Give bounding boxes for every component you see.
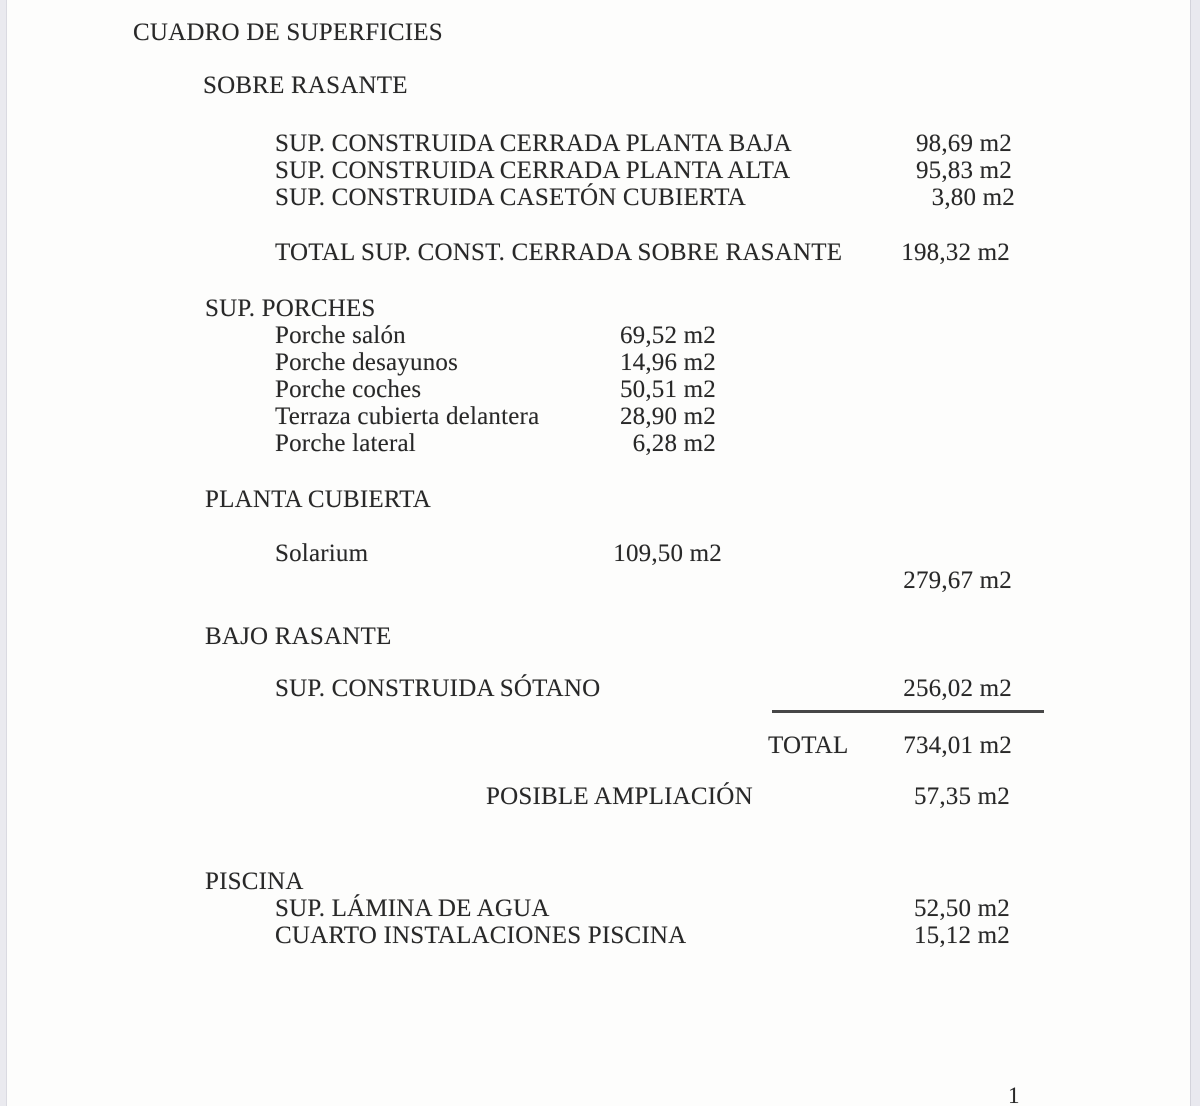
row-value: 14,96 m2 — [619, 349, 716, 376]
row-value: 98,69 m2 — [915, 130, 1012, 157]
row-label: Terraza cubierta delantera — [275, 403, 540, 430]
row-value: 15,12 m2 — [913, 922, 1010, 949]
row-label: SUP. CONSTRUIDA CASETÓN CUBIERTA — [275, 184, 747, 211]
row-value: 69,52 m2 — [619, 322, 716, 349]
row-label: SUP. CONSTRUIDA CERRADA PLANTA ALTA — [275, 157, 791, 184]
row-value: 50,51 m2 — [619, 376, 716, 403]
row-value: 3,80 m2 — [931, 184, 1015, 211]
row-label: SUP. LÁMINA DE AGUA — [275, 895, 550, 922]
row-label: Porche salón — [275, 322, 406, 349]
section-heading-planta-cubierta: PLANTA CUBIERTA — [205, 486, 431, 513]
row-value: 109,50 m2 — [613, 540, 722, 567]
row-label: SUP. CONSTRUIDA CERRADA PLANTA BAJA — [275, 130, 792, 157]
row-value: 28,90 m2 — [619, 403, 716, 430]
subtotal-value: 279,67 m2 — [903, 567, 1012, 594]
row-value: 95,83 m2 — [915, 157, 1012, 184]
row-value: 256,02 m2 — [903, 675, 1012, 702]
expansion-value: 57,35 m2 — [913, 783, 1010, 810]
document-title: CUADRO DE SUPERFICIES — [133, 19, 443, 46]
page-number: 1 — [1008, 1083, 1020, 1106]
row-label: Solarium — [275, 540, 369, 567]
expansion-label: POSIBLE AMPLIACIÓN — [486, 783, 753, 810]
total-row-value: 198,32 m2 — [901, 239, 1010, 266]
row-label: CUARTO INSTALACIONES PISCINA — [275, 922, 687, 949]
grand-total-value: 734,01 m2 — [903, 732, 1012, 759]
scan-left-margin — [0, 0, 7, 1106]
section-heading-porches: SUP. PORCHES — [205, 295, 376, 322]
section-heading-sobre-rasante: SOBRE RASANTE — [203, 72, 408, 99]
section-heading-bajo-rasante: BAJO RASANTE — [205, 623, 392, 650]
total-row-label: TOTAL SUP. CONST. CERRADA SOBRE RASANTE — [275, 239, 843, 266]
row-label: Porche desayunos — [275, 349, 459, 376]
section-heading-piscina: PISCINA — [205, 868, 304, 895]
row-label: Porche coches — [275, 376, 422, 403]
row-value: 52,50 m2 — [913, 895, 1010, 922]
row-label: SUP. CONSTRUIDA SÓTANO — [275, 675, 601, 702]
grand-total-label: TOTAL — [768, 732, 849, 759]
scan-right-margin — [1190, 0, 1200, 1106]
row-value: 6,28 m2 — [632, 430, 716, 457]
row-label: Porche lateral — [275, 430, 416, 457]
total-divider-line — [772, 710, 1044, 713]
